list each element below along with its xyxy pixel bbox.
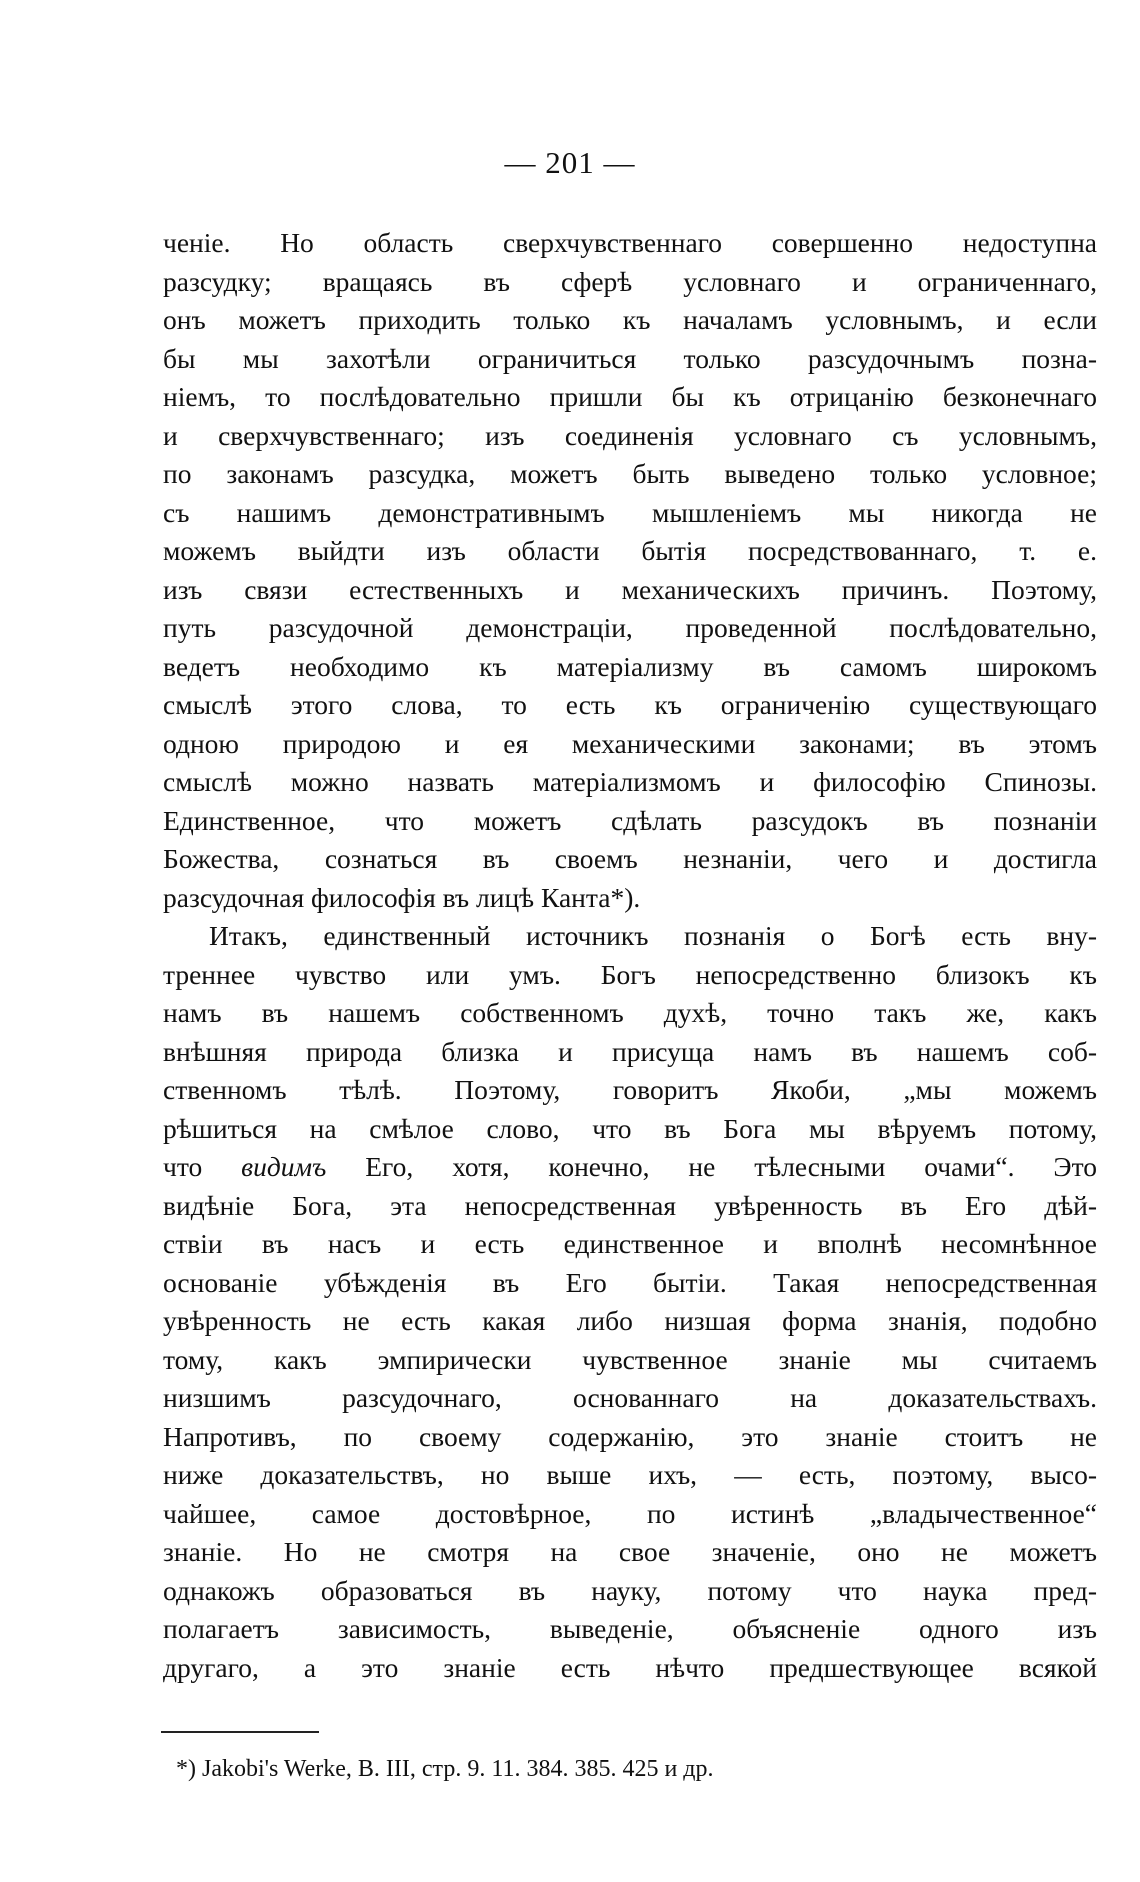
text-line: треннее чувство или умъ. Богъ непосредственно близокъ къ (163, 958, 1097, 990)
text-line: увѣренность не есть какая либо низшая форма знанія, подобно (163, 1305, 1097, 1336)
text-line: путь разсудочной демонстраціи, проведенной послѣдовательно, (163, 612, 1097, 643)
footnote: *) Jakobi's Werke, B. III, стр. 9. 11. 384. 385. 425 и др. (176, 1756, 714, 1782)
page-number: — 201 — (504, 145, 636, 180)
paragraph-2 (163, 917, 1097, 1687)
text-line: по законамъ разсудка, можетъ быть выведено только условное; (163, 458, 1097, 489)
text-line: и сверхчувственнаго; изъ соединенія условнаго съ условнымъ, (163, 419, 1097, 451)
text-line: рѣшиться на смѣлое слово, что въ Бога мы вѣруемъ потому, (163, 1112, 1097, 1144)
paragraph-1 (163, 224, 1097, 917)
text-line: намъ въ нашемъ собственномъ духѣ, точно такъ же, какъ (163, 997, 1097, 1028)
text-line: Божества, сознаться въ своемъ незнаніи, чего и достигла (163, 843, 1097, 874)
text-line: чайшее, самое достовѣрное, по истинѣ „владычественное“ (163, 1497, 1097, 1529)
text-line: ниже доказательствъ, но выше ихъ, — есть, поэтому, высо- (163, 1459, 1097, 1490)
text-line: бы мы захотѣли ограничиться только разсудочнымъ позна- (163, 342, 1097, 374)
text-line: разсудочная философія въ лицѣ Канта*). (163, 881, 641, 913)
text-line: ведетъ необходимо къ матеріализму въ самомъ широкомъ (163, 650, 1097, 682)
text-line: Напротивъ, по своему содержанію, это знаніе стоитъ не (163, 1420, 1097, 1452)
text-line: Единственное, что можетъ сдѣлать разсудокъ въ познаніи (163, 804, 1097, 836)
text-line: смыслѣ этого слова, то есть къ ограниченію существующаго (163, 689, 1097, 720)
text-line: Итакъ, единственный источникъ познанія о Богѣ есть вну- (209, 920, 1097, 951)
text-line: ственномъ тѣлѣ. Поэтому, говоритъ Якоби, „мы можемъ (163, 1074, 1097, 1105)
text-line: одною природою и ея механическими законами; въ этомъ (163, 727, 1097, 759)
text-line: что видимъ Его, хотя, конечно, не тѣлесными очами“. Это (163, 1151, 1097, 1182)
text-line: внѣшняя природа близка и присуща намъ въ нашемъ соб- (163, 1035, 1097, 1067)
text-line: низшимъ разсудочнаго, основаннаго на доказательствахъ. (163, 1382, 1097, 1413)
body-text (163, 224, 1097, 1687)
text-line: онъ можетъ приходить только къ началамъ условнымъ, и если (163, 304, 1097, 335)
text-line: тому, какъ эмпирически чувственное знаніе мы считаемъ (163, 1343, 1097, 1375)
text-line: ченіе. Но область сверхчувственнаго совершенно недоступна (163, 227, 1097, 258)
text-line: видѣніе Бога, эта непосредственная увѣренность въ Его дѣй- (163, 1189, 1097, 1221)
text-line: знаніе. Но не смотря на свое значеніе, оно не можетъ (163, 1536, 1097, 1567)
text-line: разсудку; вращаясь въ сферѣ условнаго и ограниченнаго, (163, 265, 1097, 297)
text-line: смыслѣ можно назвать матеріализмомъ и философію Спинозы. (163, 766, 1097, 797)
text-line: основаніе убѣжденія въ Его бытіи. Такая непосредственная (163, 1266, 1097, 1298)
text-line: однакожъ образоваться въ науку, потому что наука пред- (163, 1574, 1097, 1606)
footnote-divider (161, 1731, 319, 1733)
text-line: другаго, а это знаніе есть нѣчто предшествующее всякой (163, 1651, 1097, 1683)
emphasized-word: видимъ (241, 1151, 327, 1182)
text-line: полагаетъ зависимость, выведеніе, объясненіе одного изъ (163, 1613, 1097, 1644)
text-line: ствіи въ насъ и есть единственное и вполнѣ несомнѣнное (163, 1228, 1097, 1259)
text-line: изъ связи естественныхъ и механическихъ причинъ. Поэтому, (163, 573, 1097, 605)
text-line: можемъ выйдти изъ области бытія посредствованнаго, т. е. (163, 535, 1097, 566)
text-line: съ нашимъ демонстративнымъ мышленіемъ мы никогда не (163, 496, 1097, 528)
text-line: ніемъ, то послѣдовательно пришли бы къ отрицанію безконечнаго (163, 381, 1097, 412)
